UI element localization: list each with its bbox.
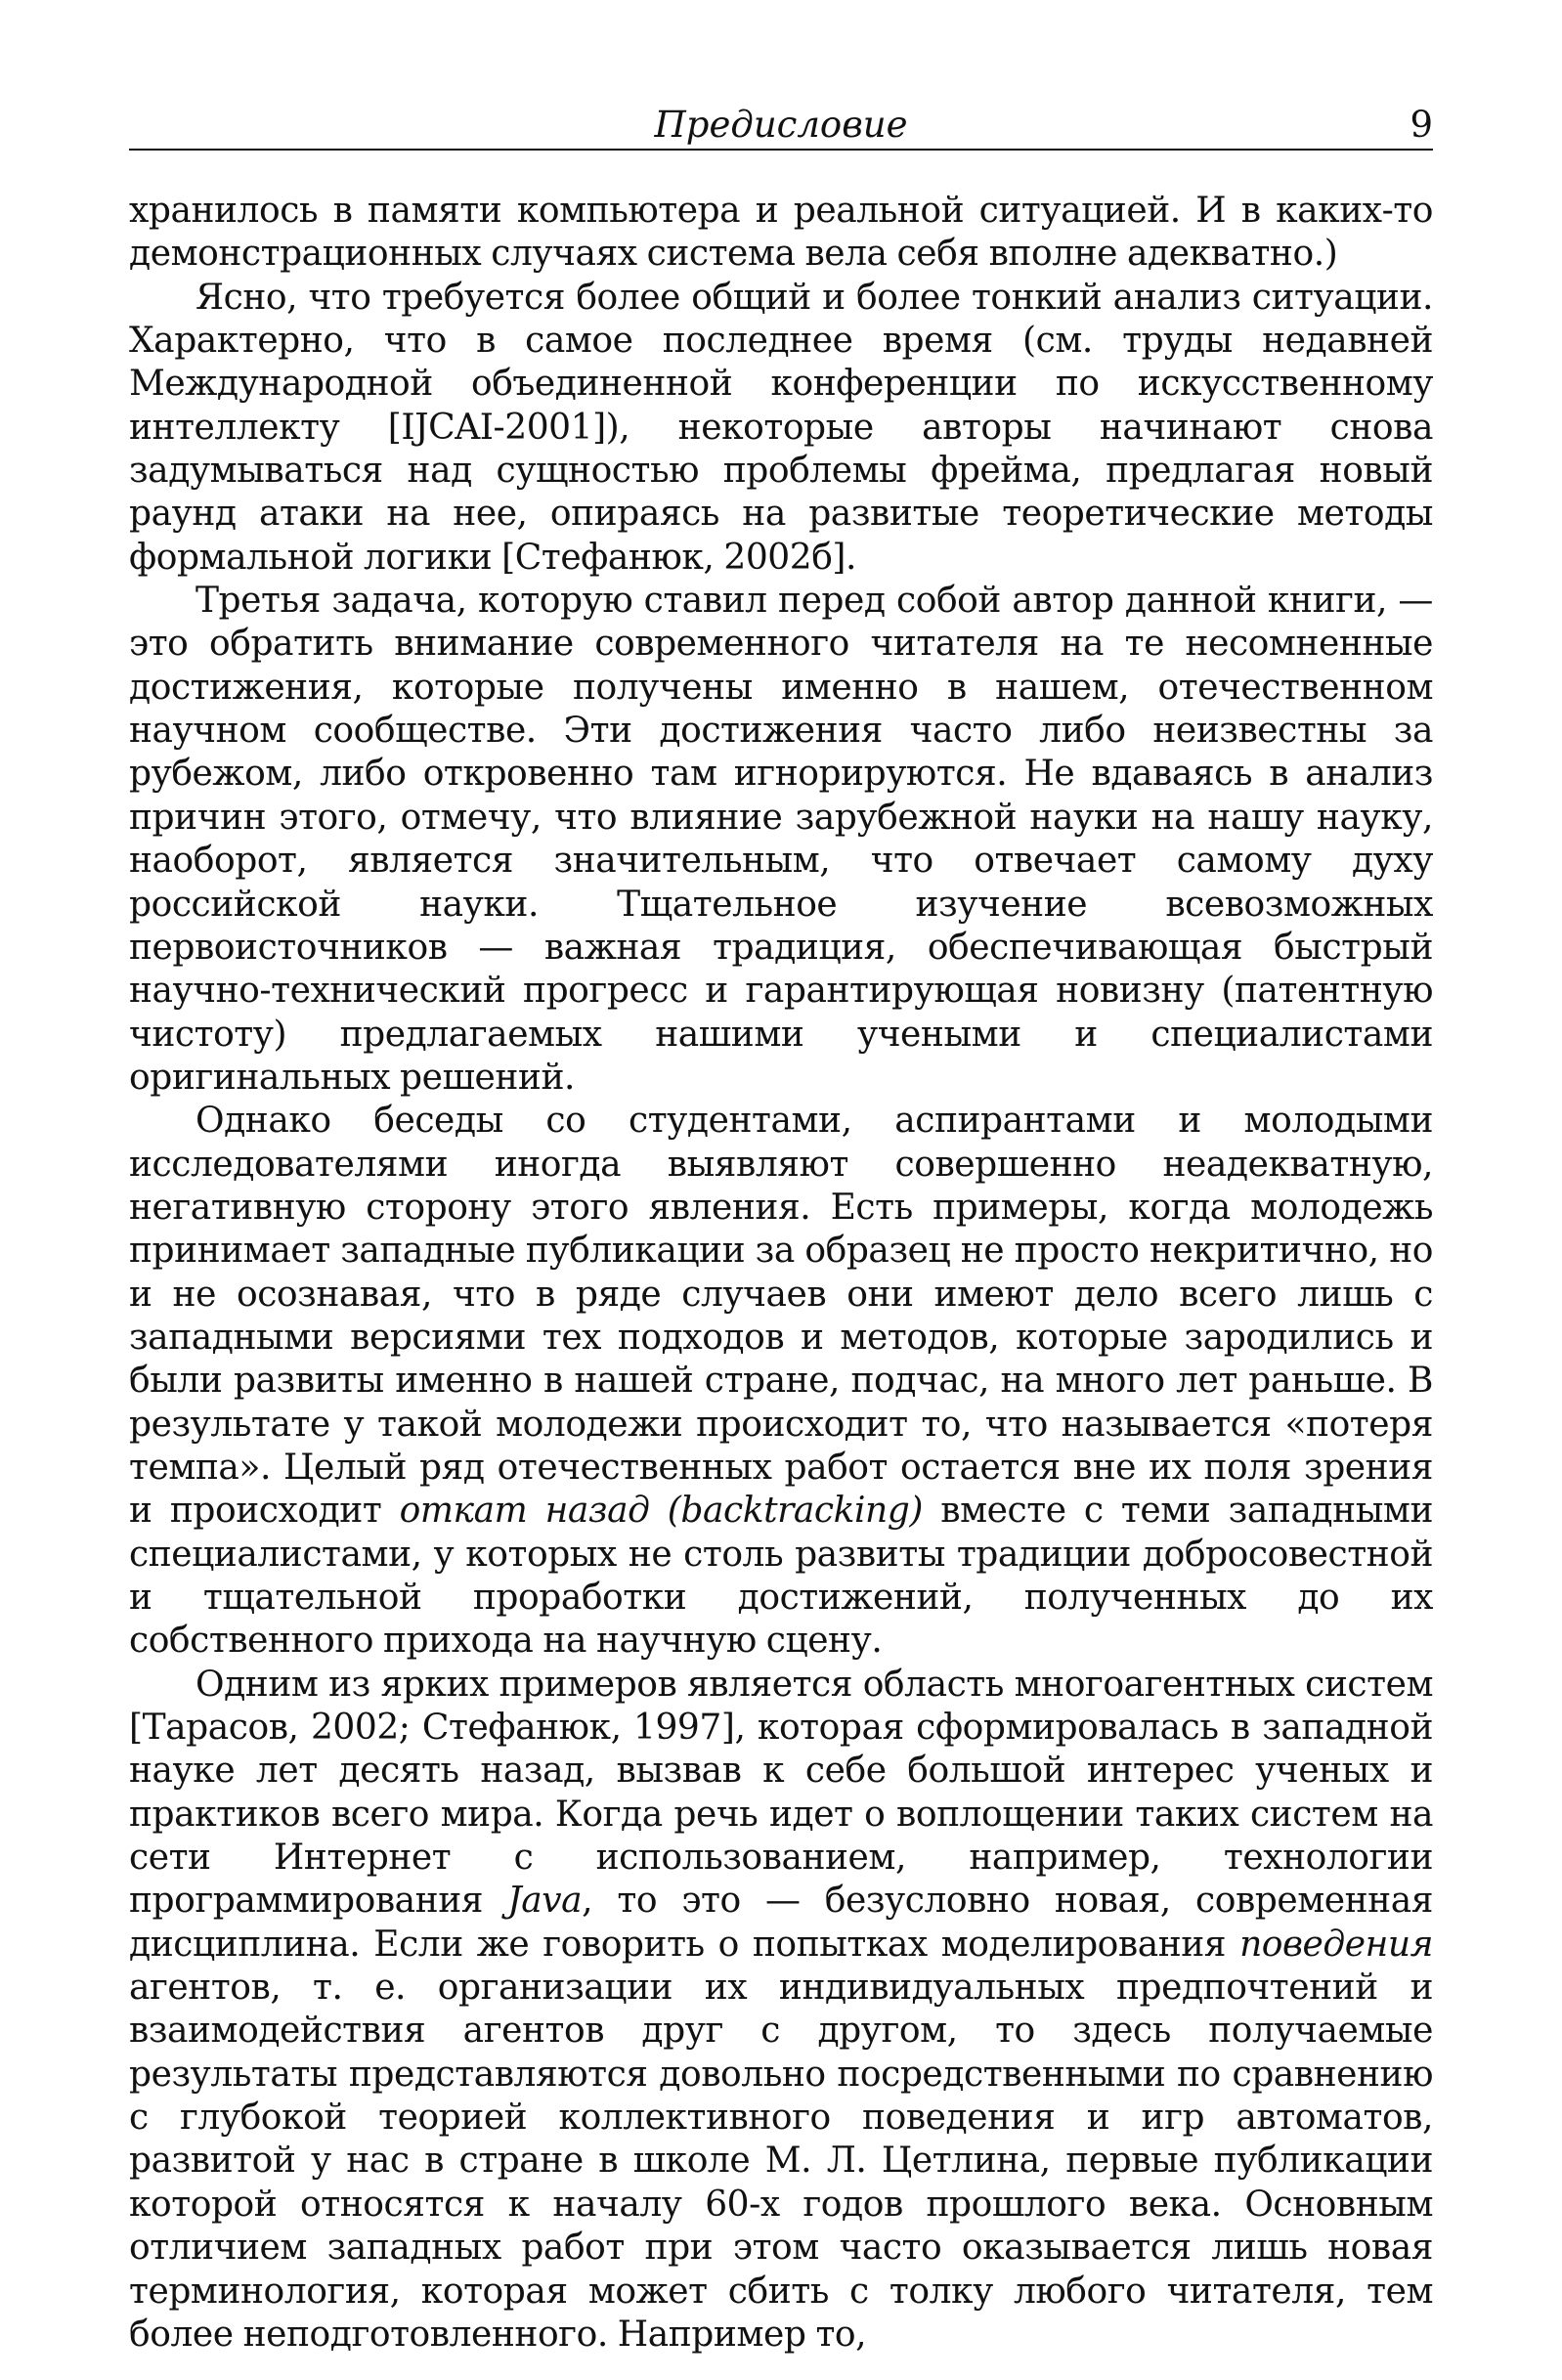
book-page <box>129 0 1433 2380</box>
running-title: Предисловие <box>654 104 908 146</box>
paragraph-text: Третья задача, которую ставил перед собой автор данной книги, — это обратить внимание современного читателя на те несомненные достижения, которые получены именно в нашем, отечественном научном сообществе. Эти достижения часто либо неизвестны за рубежом, либо откровенно там игнорируются. Не вдаваясь в анализ причин этого, отмечу, что влияние зарубежной науки на нашу науку, наоборот, является значительным, что отвечает самому духу российской науки. Тщательное изучение всевозможных первоисточников — важная традиция, обеспечивающая быстрый научно-технический прогресс и гарантирующая новизну (патентную чистоту) предлагаемых нашими учеными и специалистами оригинальных решений. <box>129 581 1433 1098</box>
body-text <box>129 190 1433 2357</box>
paragraph-text: , то это — безусловно новая, современная дисциплина. Если же говорить о попытках моделирования <box>129 1881 1433 1965</box>
page-number: 9 <box>1410 104 1433 146</box>
running-header <box>129 100 1433 151</box>
emphasis-text: поведения <box>1239 1924 1433 1965</box>
paragraph <box>129 190 1433 277</box>
paragraph-text: Однако беседы со студентами, аспирантами и молодыми исследователями иногда выявляют совершенно неадекватную, негативную сторону этого явления. Есть примеры, когда молодежь принимает западные публикации за образец не просто некритично, но и не осознавая, что в ряде случаев они имеют дело всего лишь с западными версиями тех подходов и методов, которые зародились и были развиты именно в нашей стране, подчас, на много лет раньше. В результате у такой молодежи происходит то, что называется «потеря темпа». Целый ряд отечественных работ остается вне их поля зрения и происходит <box>129 1101 1433 1532</box>
paragraph <box>129 1100 1433 1663</box>
paragraph <box>129 1664 1433 2358</box>
emphasis-text: Java <box>507 1881 583 1922</box>
paragraph <box>129 580 1433 1100</box>
paragraph-text: агентов, т. е. организации их индивидуальных предпочтений и взаимодействия агентов друг с другом, то здесь получаемые результаты представляются довольно посредственными по сравнению с глубокой теорией коллективного поведения и игр автоматов, развитой у нас в стране в школе М. Л. Цетлина, первые публикации которой относятся к началу 60-х годов прошлого века. Основным отличием западных работ при этом часто оказывается лишь новая терминология, которая может сбить с толку любого читателя, тем более неподготовленного. Например то, <box>129 1968 1433 2355</box>
paragraph-text: вместе с теми западными специалистами, у которых не столь развиты традиции добросовестной и тщательной проработки достижений, полученных до их собственного прихода на научную сцену. <box>129 1491 1433 1662</box>
emphasis-text: откат назад (backtracking) <box>399 1491 923 1532</box>
paragraph-text: Ясно, что требуется более общий и более тонкий анализ ситуации. Характерно, что в самое последнее время (см. труды недавней Международной объединенной конференции по искусственному интеллекту [IJCAI-2001]), некоторые авторы начинают снова задумываться над сущностью проблемы фрейма, предлагая новый раунд атаки на нее, опираясь на развитые теоретические методы формальной логики [Стефанюк, 2002б]. <box>129 277 1433 578</box>
paragraph <box>129 277 1433 580</box>
paragraph-text: хранилось в памяти компьютера и реальной ситуацией. И в каких-то демонстрационных случаях система вела себя вполне адекватно.) <box>129 191 1433 275</box>
paragraph-text: Одним из ярких примеров является область многоагентных систем [Тарасов, 2002; Стефанюк, 1997], которая сформировалась в западной науке лет десять назад, вызвав к себе большой интерес ученых и практиков всего мира. Когда речь идет о воплощении таких систем на сети Интернет с использованием, например, технологии программирования <box>129 1664 1433 1922</box>
